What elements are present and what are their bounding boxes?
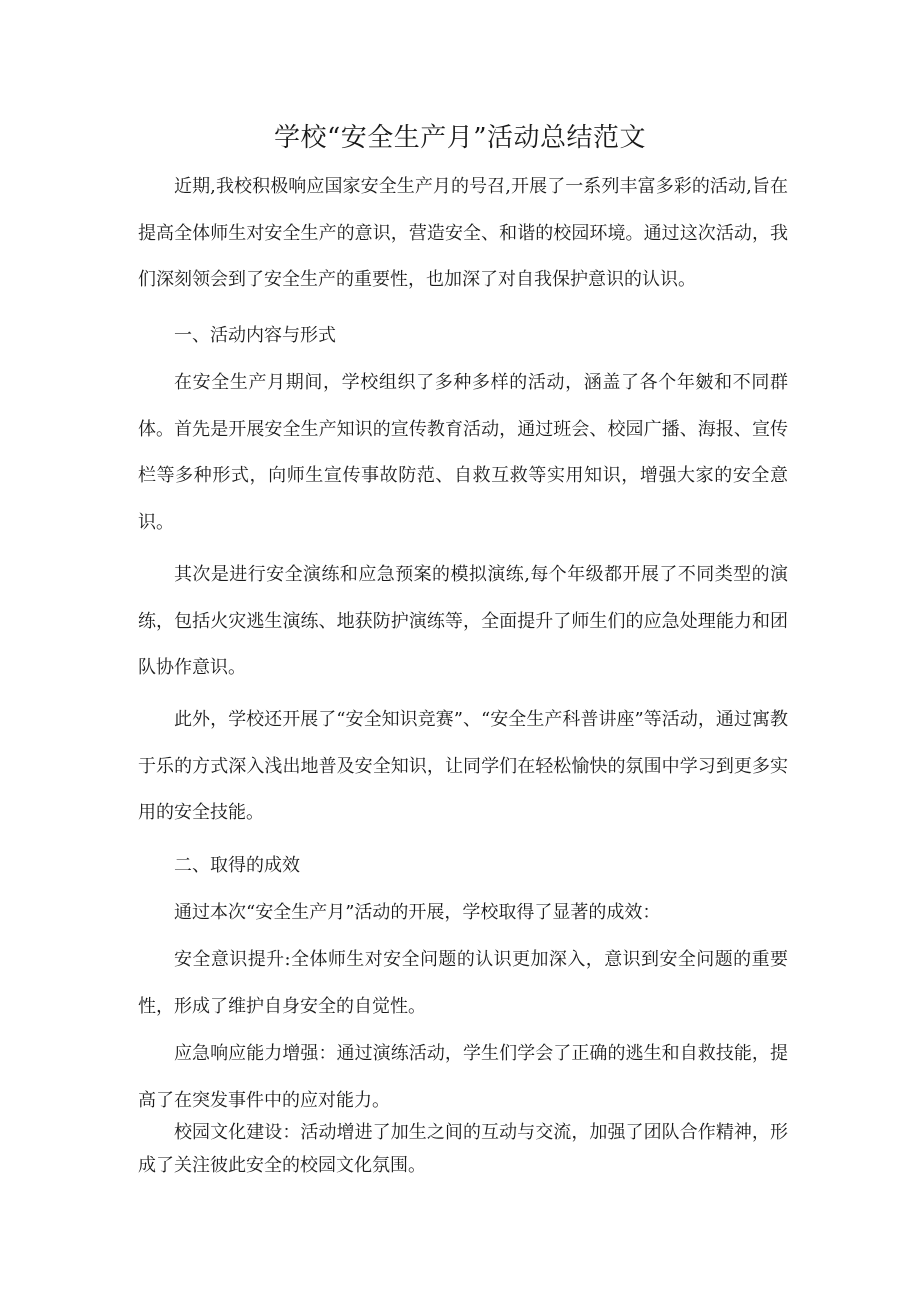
section-2-paragraph-2: 应急响应能力增强：通过演练活动，学生们学会了正确的逃生和自救技能，提高了在突发事件中的应对能力。 xyxy=(138,1043,788,1111)
section-1-paragraph-3: 此外，学校还开展了“安全知识竞赛”、“安全生产科普讲座”等活动，通过寓教于乐的方式深入浅出地普及安全知识，让同学们在轻松愉快的氛围中学习到更多实用的安全技能。 xyxy=(138,709,788,823)
section-2-paragraph-1: 安全意识提升:全体师生对安全问题的认识更加深入，意识到安全问题的重要性，形成了维护自身安全的自觉性。 xyxy=(138,949,788,1017)
document-title: 学校“安全生产月”活动总结范文 xyxy=(273,123,647,153)
section-1-paragraph-2: 其次是进行安全演练和应急预案的模拟演练,每个年级都开展了不同类型的演练，包括火灾逃生演练、地获防护演练等，全面提升了师生们的应急处理能力和团队协作意识。 xyxy=(138,564,788,678)
intro-paragraph: 近期,我校积极响应国家安全生产月的号召,开展了一系列丰富多彩的活动,旨在提高全体师生对安全生产的意识，营造安全、和谐的校园环境。通过这次活动，我们深刻领会到了安全生产的重要性，也加深了对自我保护意识的认识。 xyxy=(138,176,788,290)
section-2-intro: 通过本次“安全生产月”活动的开展，学校取得了显著的成效： xyxy=(174,902,661,923)
section-1-paragraph-1: 在安全生产月期间，学校组织了多种多样的活动，涵盖了各个年皴和不同群体。首先是开展安全生产知识的宣传教育活动，通过班会、校园广播、海报、宣传栏等多种形式，向师生宣传事故防范、自救互救等实用知识，增强大家的安全意识。 xyxy=(138,372,788,533)
section-2-paragraph-3: 校园文化建设：活动增进了加生之间的互动与交流，加强了团队合作精神，形成了关注彼此安全的校园文化氛围。 xyxy=(138,1122,788,1176)
section-2-heading: 二、取得的成效 xyxy=(174,855,300,876)
section-1-heading: 一、活动内容与形式 xyxy=(174,325,336,346)
